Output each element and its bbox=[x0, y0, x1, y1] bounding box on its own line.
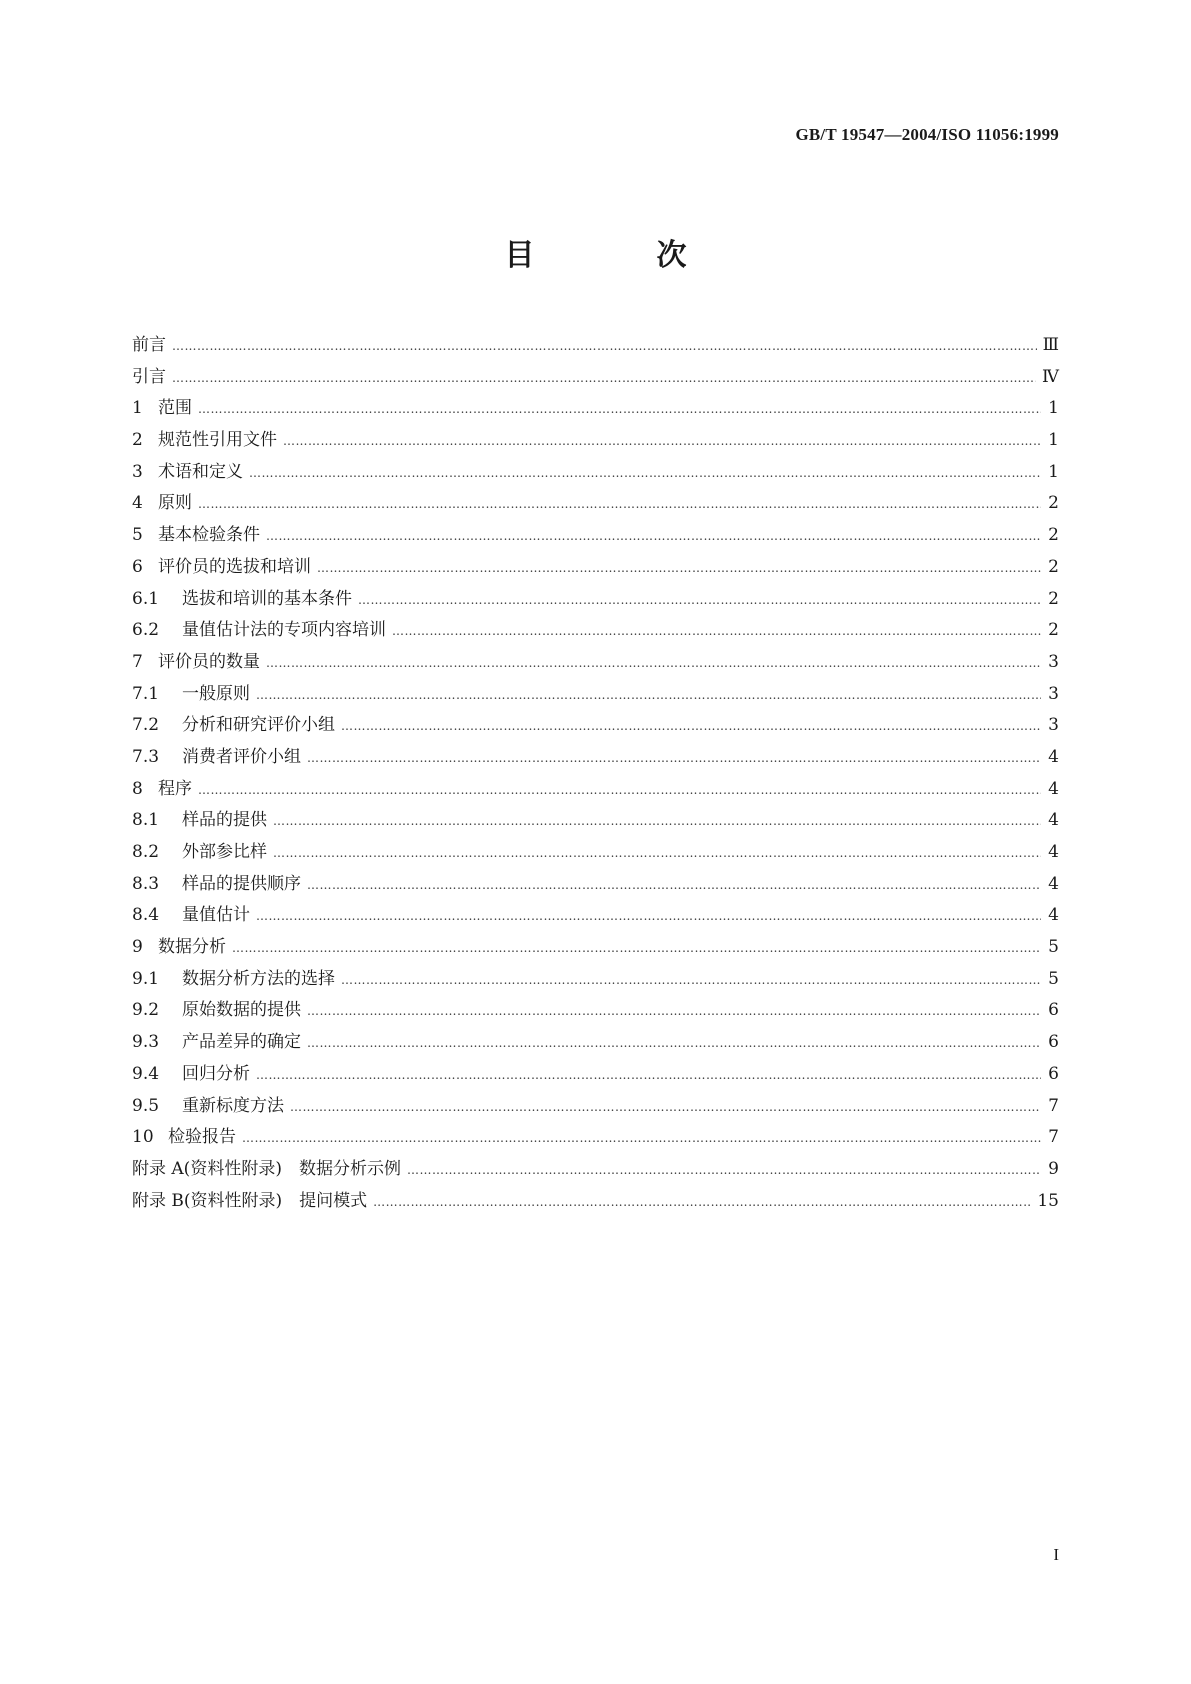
toc-entry-number: 4 bbox=[132, 493, 143, 514]
toc-entry-number: 7 bbox=[132, 651, 143, 672]
toc-entry[interactable] bbox=[132, 520, 1059, 552]
toc-entry-page: 1 bbox=[1048, 461, 1059, 482]
toc-entry-page: 6 bbox=[1048, 1000, 1059, 1021]
toc-entry[interactable] bbox=[132, 647, 1059, 679]
toc-entry-number: 8.2 bbox=[132, 842, 160, 862]
toc-entry-label: 量值估计法的专项内容培训 bbox=[182, 620, 386, 641]
toc-entry-page: 7 bbox=[1048, 1095, 1059, 1116]
toc-entry[interactable] bbox=[132, 679, 1059, 711]
toc-entry-leader bbox=[307, 870, 1041, 902]
toc-entry[interactable] bbox=[132, 1122, 1059, 1154]
toc-entry-page: 6 bbox=[1048, 1032, 1059, 1053]
toc-entry-page: 2 bbox=[1048, 556, 1059, 577]
toc-entry-page: Ⅳ bbox=[1042, 366, 1059, 387]
toc-entry[interactable] bbox=[132, 584, 1059, 616]
toc-entry-number: 9.2 bbox=[132, 1000, 160, 1021]
toc-entry-label: 原则 bbox=[158, 493, 192, 514]
toc-entry-page: 3 bbox=[1048, 715, 1059, 736]
toc-entry[interactable] bbox=[132, 393, 1059, 425]
toc-entry-leader bbox=[256, 1060, 1041, 1092]
toc-entry-leader bbox=[341, 711, 1041, 743]
toc-entry-leader bbox=[242, 1123, 1041, 1155]
toc-entry[interactable] bbox=[132, 552, 1059, 584]
toc-entry-page: 4 bbox=[1048, 746, 1059, 767]
toc-entry-leader bbox=[172, 363, 1036, 395]
toc-entry-label: 评价员的选拔和培训 bbox=[158, 556, 311, 577]
toc-entry-label: 程序 bbox=[158, 778, 192, 799]
toc-entry-leader bbox=[358, 585, 1041, 617]
toc-entry-page: 4 bbox=[1048, 905, 1059, 926]
toc-entry-leader bbox=[266, 521, 1041, 553]
toc-entry-leader bbox=[256, 901, 1041, 933]
toc-entry-leader bbox=[407, 1155, 1041, 1187]
toc-entry-label: 样品的提供顺序 bbox=[182, 873, 301, 894]
toc-entry-label: 前言 bbox=[132, 335, 166, 355]
toc-entry-leader bbox=[283, 426, 1041, 458]
toc-entry-page: 9 bbox=[1048, 1158, 1059, 1179]
toc-entry-leader bbox=[273, 838, 1041, 870]
toc-entry-number: 9.4 bbox=[132, 1063, 160, 1084]
toc-entry-label: 规范性引用文件 bbox=[158, 430, 277, 451]
toc-entry-number: 2 bbox=[132, 430, 143, 451]
toc-entry-page: 2 bbox=[1048, 525, 1059, 546]
toc-entry-page: 7 bbox=[1048, 1127, 1059, 1148]
toc-entry-leader bbox=[198, 775, 1041, 807]
toc-entry-page: 3 bbox=[1048, 683, 1059, 704]
toc-entry-page: 3 bbox=[1048, 651, 1059, 672]
toc-entry[interactable] bbox=[132, 457, 1059, 489]
toc-entry[interactable] bbox=[132, 869, 1059, 901]
footer-page-number: I bbox=[1053, 1545, 1059, 1564]
toc-entry[interactable] bbox=[132, 742, 1059, 774]
toc-entry-label: 范围 bbox=[158, 398, 192, 419]
toc-entry-page: 15 bbox=[1037, 1190, 1059, 1211]
toc-entry-label: 样品的提供 bbox=[182, 810, 267, 831]
toc-entry-number: 8.1 bbox=[132, 810, 160, 831]
toc-entry-number: 9.5 bbox=[132, 1095, 160, 1116]
toc-entry-page: Ⅲ bbox=[1042, 335, 1059, 355]
toc-entry-label: 外部参比样 bbox=[182, 842, 267, 862]
toc-entry[interactable] bbox=[132, 774, 1059, 806]
toc-entry-label: 检验报告 bbox=[168, 1127, 236, 1148]
toc-entry-leader bbox=[341, 965, 1041, 997]
standard-code: GB/T 19547—2004/ISO 11056:1999 bbox=[795, 125, 1059, 144]
table-of-contents bbox=[132, 330, 1059, 1217]
toc-entry-label: 附录 B(资料性附录) 提问模式 bbox=[132, 1190, 368, 1211]
toc-entry[interactable] bbox=[132, 425, 1059, 457]
toc-entry-number: 6.1 bbox=[132, 588, 160, 609]
toc-entry-label: 分析和研究评价小组 bbox=[182, 715, 335, 736]
toc-entry-label: 术语和定义 bbox=[158, 461, 243, 482]
toc-entry[interactable] bbox=[132, 995, 1059, 1027]
toc-entry-page: 4 bbox=[1048, 810, 1059, 831]
toc-entry[interactable] bbox=[132, 1154, 1059, 1186]
toc-entry-page: 5 bbox=[1048, 937, 1059, 958]
toc-entry-page: 1 bbox=[1048, 430, 1059, 451]
toc-entry-number: 9.3 bbox=[132, 1032, 160, 1053]
toc-entry-label: 评价员的数量 bbox=[158, 651, 260, 672]
toc-entry-number: 6 bbox=[132, 556, 143, 577]
toc-entry[interactable] bbox=[132, 900, 1059, 932]
toc-entry-number: 1 bbox=[132, 398, 143, 419]
toc-entry-label: 原始数据的提供 bbox=[182, 1000, 301, 1021]
toc-entry-leader bbox=[392, 616, 1041, 648]
toc-entry-label: 数据分析 bbox=[158, 937, 226, 958]
toc-entry-number: 7.1 bbox=[132, 683, 160, 704]
toc-entry-label: 消费者评价小组 bbox=[182, 746, 301, 767]
toc-entry-leader bbox=[266, 648, 1041, 680]
toc-entry-leader bbox=[307, 996, 1041, 1028]
toc-entry-label: 回归分析 bbox=[182, 1063, 250, 1084]
toc-entry-page: 4 bbox=[1048, 873, 1059, 894]
toc-entry-number: 9 bbox=[132, 937, 143, 958]
toc-entry[interactable] bbox=[132, 964, 1059, 996]
toc-entry-leader bbox=[198, 394, 1041, 426]
toc-entry-leader bbox=[273, 806, 1041, 838]
toc-entry-number: 8 bbox=[132, 778, 143, 799]
toc-entry[interactable] bbox=[132, 1091, 1059, 1123]
toc-entry-leader bbox=[232, 933, 1041, 965]
toc-entry[interactable] bbox=[132, 932, 1059, 964]
toc-entry-page: 2 bbox=[1048, 620, 1059, 641]
toc-entry-label: 一般原则 bbox=[182, 683, 250, 704]
toc-entry[interactable] bbox=[132, 362, 1059, 394]
toc-entry-label: 数据分析方法的选择 bbox=[182, 968, 335, 989]
toc-entry-leader bbox=[198, 489, 1041, 521]
toc-entry-leader bbox=[317, 553, 1041, 585]
toc-entry-label: 量值估计 bbox=[182, 905, 250, 926]
toc-entry-number: 6.2 bbox=[132, 620, 160, 641]
page-title: 目 次 bbox=[504, 238, 733, 273]
toc-entry-page: 4 bbox=[1048, 778, 1059, 799]
toc-entry[interactable] bbox=[132, 1186, 1059, 1218]
toc-entry-number: 3 bbox=[132, 461, 143, 482]
toc-entry-page: 6 bbox=[1048, 1063, 1059, 1084]
toc-entry-page: 1 bbox=[1048, 398, 1059, 419]
toc-entry-number: 10 bbox=[132, 1127, 154, 1148]
toc-entry-label: 附录 A(资料性附录) 数据分析示例 bbox=[132, 1158, 401, 1179]
toc-entry-leader bbox=[307, 1028, 1041, 1060]
toc-entry-leader bbox=[307, 743, 1041, 775]
toc-entry[interactable] bbox=[132, 330, 1059, 362]
toc-entry[interactable] bbox=[132, 615, 1059, 647]
toc-entry-leader bbox=[373, 1187, 1031, 1219]
toc-entry-label: 选拔和培训的基本条件 bbox=[182, 588, 352, 609]
toc-entry-page: 2 bbox=[1048, 493, 1059, 514]
toc-entry-leader bbox=[256, 680, 1041, 712]
toc-entry-label: 引言 bbox=[132, 366, 166, 387]
toc-entry-page: 2 bbox=[1048, 588, 1059, 609]
toc-entry-leader bbox=[290, 1092, 1041, 1124]
toc-entry[interactable] bbox=[132, 488, 1059, 520]
toc-entry[interactable] bbox=[132, 837, 1059, 869]
toc-entry-leader bbox=[249, 458, 1041, 490]
toc-entry-number: 9.1 bbox=[132, 968, 160, 989]
toc-entry[interactable] bbox=[132, 710, 1059, 742]
toc-entry-label: 基本检验条件 bbox=[158, 525, 260, 546]
toc-entry-leader bbox=[172, 331, 1037, 363]
toc-entry-label: 产品差异的确定 bbox=[182, 1032, 301, 1053]
toc-entry-label: 重新标度方法 bbox=[182, 1095, 284, 1116]
toc-entry[interactable] bbox=[132, 1027, 1059, 1059]
toc-entry-number: 8.4 bbox=[132, 905, 160, 926]
toc-entry-page: 5 bbox=[1048, 968, 1059, 989]
toc-entry-number: 7.2 bbox=[132, 715, 160, 736]
toc-entry[interactable] bbox=[132, 1059, 1059, 1091]
toc-entry-number: 8.3 bbox=[132, 873, 160, 894]
toc-entry-page: 4 bbox=[1048, 842, 1059, 862]
toc-entry-number: 7.3 bbox=[132, 746, 160, 767]
toc-entry-number: 5 bbox=[132, 525, 143, 546]
toc-entry[interactable] bbox=[132, 805, 1059, 837]
